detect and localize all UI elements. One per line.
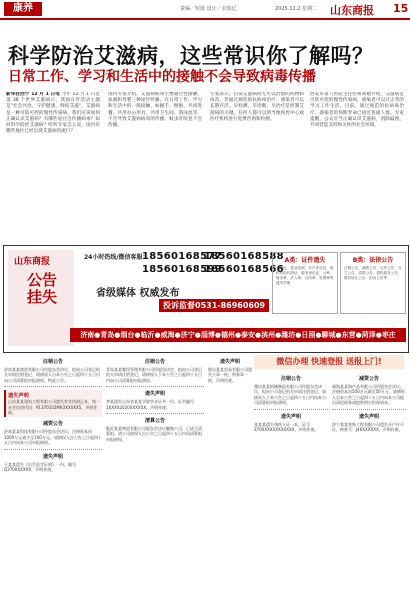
subheadline: 日常工作、学习和生活中的接触不会导致病毒传播 bbox=[8, 69, 316, 85]
notice-title: 注销公告 bbox=[42, 359, 63, 365]
notices-column-1 bbox=[4, 355, 102, 599]
ad-phone: 18560168566 bbox=[204, 264, 284, 275]
notice-text: 济南某某商贸有限公司经股东会决议，拟向公司登记机关申请注销登记，请债权人自本公告之日起四十五日内向公司清算组申报债权。特此公告。 bbox=[4, 367, 100, 383]
divider bbox=[332, 409, 406, 410]
ad-category-a-body: 身份证、营业执照、开户许可证、组织机构代码证、税务登记证、公章、财务章、法人章、合同章、发票章等遗失声明 bbox=[276, 266, 334, 285]
article-text: 国内专家介绍，艾滋病病毒主要通过性接触、血液和母婴三种途径传播。在日常工作、学习和生活中的一般接触，如握手、拥抱、共同进餐、共用办公用具、共用卫生间、游泳池等，不会导致艾滋病病毒的传播。蚊虫叮咬也不会传播。 bbox=[108, 92, 202, 129]
article-text: 专家表示，目前艾滋病尚无可以治愈的药物和疫苗，但通过规范的抗病毒治疗，感染者可以长期存活。早检测、早诊断、早治疗是控制艾滋病的关键。任何人都可以到当地疾控中心或医疗机构进行免费咨询和检测。 bbox=[210, 92, 304, 122]
notice-title: 清算公告 bbox=[144, 418, 165, 425]
notice-text: 李某遗失山东省某某学院毕业证书一份，证书编号：1XXXX2020XXXXXX，声明作废。 bbox=[106, 399, 198, 410]
article-column-4 bbox=[310, 92, 404, 232]
ad-hotline-label: 24小时热线/微信客服： bbox=[84, 254, 149, 261]
ad-city-list: 济南●青岛●烟台●临沂●威海●济宁●淄博●德州●泰安●滨州●潍坊●日照●聊城●东营●菏泽●枣庄 bbox=[70, 328, 406, 342]
notice-text: 威海某某海产品有限公司经股东会决议，注册资本由500万元减至50万元，请债权人自本公告之日起四十五日内向本公司提出清偿债务或提供相应担保请求。 bbox=[332, 384, 405, 406]
divider bbox=[4, 449, 102, 450]
ad-category-a-title: A类：证件遗失 bbox=[284, 257, 326, 264]
notice-title: 遗失声明 bbox=[219, 359, 240, 365]
ad-category-b-body: 注销公告、减资公告、合并公告、分立公告、清算公告、债权债务公告、股权转让公告、拍卖公告等 bbox=[344, 266, 402, 280]
classified-ad-banner bbox=[3, 245, 409, 353]
article-column-2 bbox=[108, 92, 202, 232]
notices-column-2 bbox=[106, 355, 204, 599]
ad-complaint-line: 投诉监督0531-86960609 bbox=[159, 299, 269, 312]
notices-column-3 bbox=[208, 355, 252, 599]
notices-column-5 bbox=[332, 372, 406, 598]
notice-text: 济宁某某装饰工程有限公司遗失开户许可证，核准号：J46XXXXXX，声明作废。 bbox=[332, 421, 404, 433]
notice-text: 济南某某科技有限公司经股东会决议，注册资本由1000万元减少至100万元，请债权人自公告之日起四十五日内向本公司申报债权。 bbox=[4, 429, 102, 446]
ad-phone: 18560168599 bbox=[142, 264, 222, 275]
notice-text: 王某某遗失《出生医学证明》一份，编号：Q370XXXXXX，声明作废。 bbox=[4, 461, 80, 473]
ad-media-label: 省级媒体 权威发布 bbox=[96, 288, 180, 299]
notice-title: 遗失声明 bbox=[42, 453, 63, 460]
notices-column-4 bbox=[254, 372, 328, 598]
ad-notice-panel bbox=[8, 250, 74, 346]
notice-title: 遗失声明 bbox=[144, 391, 165, 398]
article-column-1 bbox=[6, 92, 100, 232]
divider bbox=[4, 386, 102, 387]
notice-highlight bbox=[4, 390, 102, 417]
issue-date: 2025.12.2 星期二 bbox=[275, 6, 318, 12]
page-header bbox=[0, 0, 410, 20]
page-number: 15 bbox=[393, 2, 409, 15]
notice-text: 烟台某某贸易有限公司遗失公章一枚、财务章一枚，声明作废。 bbox=[208, 367, 252, 383]
divider bbox=[106, 386, 204, 387]
notice-title: 减资公告 bbox=[42, 421, 63, 428]
article-text: 西安市第八医院主任医师刘敬介绍，艾滋病是可防可控的慢性传染病，感染者可以过正常的学习工作生活。目前，通过规范的抗病毒治疗，感染者的预期寿命已接近普通人群。专家提醒，公众应当正确认识艾滋病，消除歧视，共同营造支持和关怀的社会环境。 bbox=[310, 92, 404, 129]
ad-phone: 18560168588 bbox=[204, 251, 284, 262]
headline: 科学防治艾滋病，这些常识你了解吗？ bbox=[8, 44, 374, 68]
ad-notice-title: 公告挂失 bbox=[26, 271, 57, 306]
wechat-banner: 微信办理 快速登报 送报上门! bbox=[254, 355, 404, 369]
article-column-3 bbox=[210, 92, 304, 232]
ad-brand: 山东商报 bbox=[14, 257, 51, 267]
notice-title: 遗失声明 bbox=[8, 393, 29, 400]
article-byline: 新华社西宁 12 月 1 日电 bbox=[6, 92, 60, 97]
notice-title: 遗失声明 bbox=[358, 413, 379, 420]
notice-text: 青岛某某餐饮管理有限公司经股东决定，拟向公司登记机关申请注销登记，请债权人于本公告之日起四十五日内向公司清算组申报债权。 bbox=[106, 367, 202, 383]
divider bbox=[106, 413, 204, 414]
ad-category-b-title: B类：法律公告 bbox=[352, 257, 394, 264]
notice-text: 张某某遗失残疾人证一本，证号：370XXXXXXXXXXXX，声明作废。 bbox=[254, 421, 319, 433]
ad-category-b bbox=[340, 252, 406, 314]
section-tag: 康养 bbox=[4, 2, 42, 16]
notice-text: 山东某某建筑工程有限公司遗失营业执照正本，统一社会信用代码：91370102MA3XXXXX5，声明作废。 bbox=[8, 399, 100, 416]
notice-title: 注销公告 bbox=[280, 376, 301, 382]
ad-category-a bbox=[272, 252, 338, 314]
ad-phone: 18560168577 bbox=[142, 251, 222, 262]
editor-credits: 责编／短篇 设计／农俊亿 bbox=[180, 6, 237, 12]
notice-title: 注销公告 bbox=[144, 359, 165, 365]
notice-title: 减资公告 bbox=[358, 376, 379, 382]
divider bbox=[254, 409, 328, 410]
notice-text: 潍坊某某机械制造有限公司经股东会决议，拟向公司登记机关申请注销登记，请债权人于本公告之日起四十五日内向本公司清算组申报债权。 bbox=[254, 384, 326, 406]
newspaper-name: 山东商报 bbox=[330, 4, 374, 17]
notice-title: 遗失声明 bbox=[280, 413, 301, 420]
notice-text: 临沂某某物流有限公司股东会决议解散公司，已成立清算组。请公司债权人自公告之日起四十五日内向清算组申报债权。 bbox=[106, 426, 202, 442]
article-text: 今年 12 月 1 日是第 38 个世界艾滋病日，我国宣传活动主题是"社会共治，守护健康，终结艾滋"。艾滋病是一种可防可控的慢性传染病，我们应该如何正确认识艾滋病？有哪些途径会传播病毒？如何科学防控艾滋病？听听专家怎么说。国内有哪些地区已经出现艾滋病的流行？ bbox=[6, 92, 100, 135]
